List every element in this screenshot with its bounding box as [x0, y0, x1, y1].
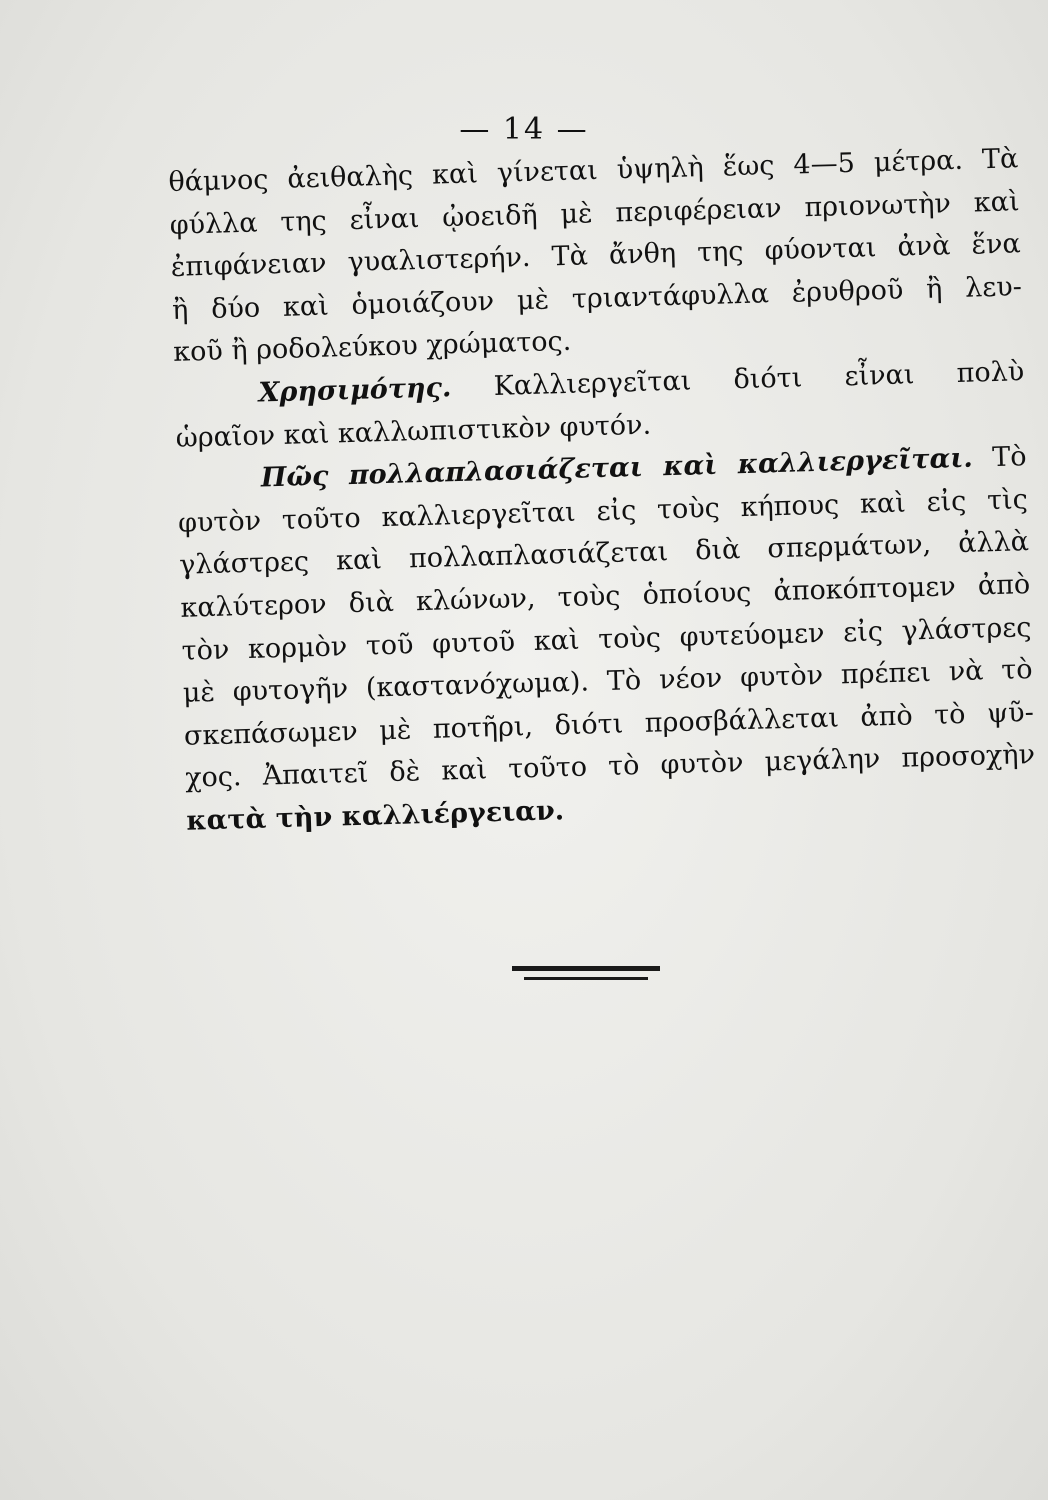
- cultivation-text: Τὸ: [991, 441, 1027, 474]
- cultivation-line: γλάστρες καὶ πολλαπλασιάζεται διὰ σπερμάτων, ἀλλὰ: [178, 526, 1030, 582]
- cultivation-line: τὸν κορμὸν τοῦ φυτοῦ καὶ τοὺς φυτεύομεν εἰς γλάστρες: [181, 611, 1032, 667]
- cultivation-line: χος. Ἀπαιτεῖ δὲ καὶ τοῦτο τὸ φυτὸν μεγάλην προσοχὴν: [184, 739, 1036, 795]
- paragraph-line: κοῦ ἢ ροδολεύκου χρώματος.: [172, 326, 572, 369]
- cultivation-line: σκεπάσωμεν μὲ ποτῆρι, διότι προσβάλλεται ἀπὸ τὸ ψῦ-: [183, 696, 1035, 752]
- paragraph-line: φύλλα της εἶναι ᾠοειδῆ μὲ περιφέρειαν πριονωτὴν καὶ: [169, 185, 1020, 241]
- cultivation-line: καλύτερον διὰ κλώνων, τοὺς ὁποίους ἀποκόπτομεν ἀπὸ: [180, 569, 1031, 624]
- text-block: [168, 138, 1037, 843]
- paragraph-line: ἐπιφάνειαν γυαλιστερήν. Τὰ ἄνθη της φύονται ἀνὰ ἕνα: [170, 228, 1022, 284]
- usefulness-line-2: ὡραῖον καὶ καλλωπιστικὸν φυτόν.: [175, 409, 652, 454]
- usefulness-heading: Χρησιμότης.: [258, 372, 452, 409]
- cultivation-line: φυτὸν τοῦτο καλλιεργεῖται εἰς τοὺς κήπους καὶ εἰς τὶς: [177, 483, 1029, 539]
- cultivation-line: μὲ φυτογῆν (καστανόχωμα). Τὸ νέον φυτὸν πρέπει νὰ τὸ: [182, 654, 1033, 709]
- paragraph-line: θάμνος ἀειθαλὴς καὶ γίνεται ὑψηλὴ ἕως 4—5 μέτρα. Τὰ: [168, 143, 1019, 198]
- cultivation-heading: Πῶς πολλαπλασιάζεται καὶ καλλιεργεῖται.: [260, 442, 974, 494]
- page-number: — 14 —: [459, 112, 589, 147]
- usefulness-text: Καλλιεργεῖται διότι εἶναι πολὺ: [493, 356, 1025, 402]
- cultivation-last-line: κατὰ τὴν καλλιέργειαν.: [185, 795, 565, 837]
- section-divider-rule: [512, 966, 660, 971]
- paragraph-line: ἢ δύο καὶ ὁμοιάζουν μὲ τριαντάφυλλα ἐρυθροῦ ἢ λευ-: [171, 270, 1023, 326]
- section-divider-rule-thin: [524, 977, 648, 980]
